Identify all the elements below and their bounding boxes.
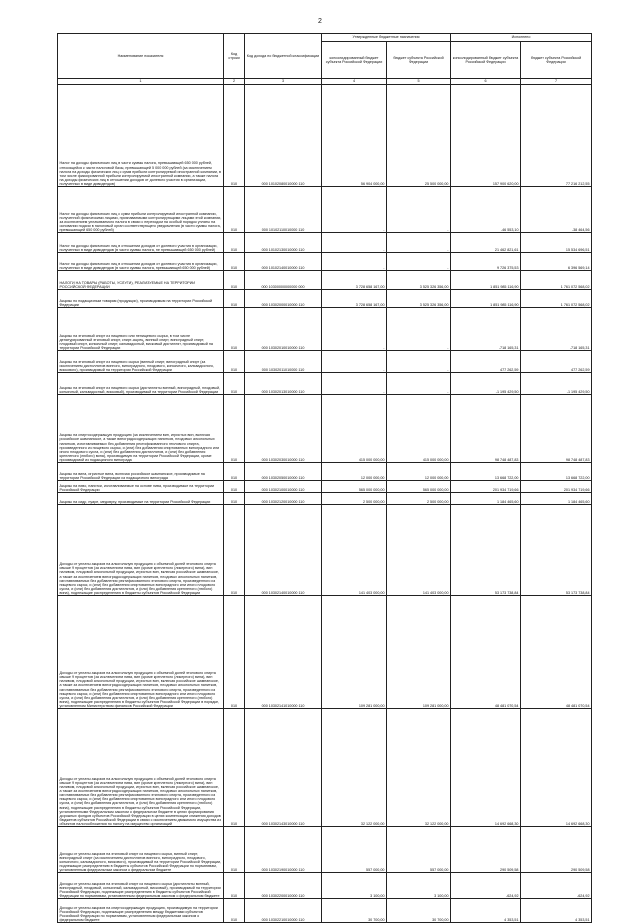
row-name: Налог на доходы физических лиц в отношении доходов от долевого участия в организации, полученных в виде дивидендов (в части суммы налога, превышающей 650 000 рублей) — [58, 253, 224, 271]
row-plan-regional: 557 000,00 — [387, 827, 451, 873]
row-exec-consolidated: 21 462 821,61 — [451, 233, 521, 253]
row-line-code: 010 — [224, 85, 245, 187]
row-exec-regional: 477 262,59 — [521, 351, 592, 373]
row-budget-code: 000 10302100010000 110 — [245, 481, 322, 493]
table-row — [58, 271, 592, 290]
row-name: Доходы от уплаты акцизов на спиртосодержащую продукцию, производимую на территории Российской Федерации, подлежащие распределению между бюджетами субъектов Российской Федерации по нормативам, установленным федеральным законом о федеральном бюджете — [58, 899, 224, 923]
row-plan-consolidated: - — [322, 308, 387, 351]
row-exec-consolidated: 1 184 465,60 — [451, 493, 521, 505]
row-plan-consolidated: - — [322, 351, 387, 373]
row-exec-regional: 48 481 070,54 — [521, 596, 592, 709]
row-exec-regional: 1 184 465,60 — [521, 493, 592, 505]
row-name: Доходы от уплаты акцизов на алкогольную продукцию с объемной долей этилового спирта свыше 9 процентов (за исключением пива, вин (кроме крепленого (ликерного) вина), вин наливом, плодовой алкогольной продукции, игристых вин, включая российское шампанское, а также за исключением виноградосодержащих напитков, плодовых алкогольных напитков, изготавливаемых без добавления ректификованного этилового спирта, произведенного из пищевого сырья, и (или) без добавления спиртованных виноградного или иного плодового сусла, и (или) без добавления дистиллятов, и (или) без добавления крепленого (любого) вина), подлежащие распределению в бюджеты субъектов Российской Федерации в порядке, установленном Министерством финансов Российской Федерации — [58, 596, 224, 709]
row-exec-regional: 4 353,51 — [521, 899, 592, 923]
row-budget-code: 000 10102130010000 110 — [245, 233, 322, 253]
row-exec-consolidated: 9 726 375,53 — [451, 253, 521, 271]
row-budget-code: 000 10302210010000 110 — [245, 899, 322, 923]
row-line-code: 010 — [224, 351, 245, 373]
row-plan-regional: - — [387, 187, 451, 233]
row-line-code: 010 — [224, 493, 245, 505]
header-exec-consolidated: консолидированный бюджет субъекта Российской Федерации — [451, 42, 521, 79]
row-plan-consolidated: - — [322, 233, 387, 253]
column-number: 6 — [451, 79, 521, 85]
row-plan-consolidated: 557 000,00 — [322, 827, 387, 873]
table-row — [58, 873, 592, 899]
column-number: 5 — [387, 79, 451, 85]
row-name: Налог на доходы физических лиц в отношении доходов от долевого участия в организации, полученных в виде дивидендов (в части суммы налога, не превышающей 650 000 рублей) — [58, 233, 224, 253]
row-line-code: 010 — [224, 308, 245, 351]
row-plan-regional: 3 525 326 356,00 — [387, 290, 451, 308]
header-group-executed: Исполнено — [451, 34, 592, 42]
header-exec-regional: бюджет субъекта Российской Федерации — [521, 42, 592, 79]
row-line-code: 010 — [224, 373, 245, 395]
row-exec-consolidated: 1 851 985 116,90 — [451, 271, 521, 290]
row-name: Акцизы на спиртосодержащую продукцию (за исключением вин, игристых вин, включая российское шампанское, а также виноградосодержащих напитков, плодовых алкогольных напитков, изготавливаемых без добавления ректификованного этилового спирта, произведенного из пищевого сырья, и (или) без добавления спиртованных виноградного или иного плодового сусла, и (или) без добавления дистиллятов, и (или) без добавления крепленого (любого) вина), производимую на территории Российской Федерации, кроме производимой из подакцизного винограда — [58, 395, 224, 463]
row-budget-code: 000 10302030010000 110 — [245, 395, 322, 463]
row-exec-consolidated: 201 934 719,66 — [451, 481, 521, 493]
table-row — [58, 709, 592, 827]
row-plan-regional: 32 122 000,00 — [387, 709, 451, 827]
row-exec-regional: 77 216 212,55 — [521, 85, 592, 187]
row-plan-regional: - — [387, 308, 451, 351]
row-plan-consolidated: 30 700,00 — [322, 899, 387, 923]
row-line-code: 010 — [224, 187, 245, 233]
row-name: Акцизы на пиво, напитки, изготавливаемые на основе пива, производимые на территории Российской Федерации — [58, 481, 224, 493]
table-row — [58, 463, 592, 481]
column-number: 4 — [322, 79, 387, 85]
header-plan-consolidated: консолидированный бюджет субъекта Российской Федерации — [322, 42, 387, 79]
row-line-code: 010 — [224, 827, 245, 873]
row-exec-regional: -624,92 — [521, 873, 592, 899]
row-exec-regional: 14 692 668,30 — [521, 709, 592, 827]
row-exec-regional: 13 668 722,00 — [521, 463, 592, 481]
table-row — [58, 308, 592, 351]
row-budget-code: 000 10300000000000 000 — [245, 271, 322, 290]
header-plan-regional: бюджет субъекта Российской Федерации — [387, 42, 451, 79]
row-exec-consolidated: 1 851 985 116,90 — [451, 290, 521, 308]
column-number: 1 — [58, 79, 224, 85]
row-line-code: 010 — [224, 481, 245, 493]
table-row — [58, 505, 592, 596]
row-plan-consolidated: 32 122 000,00 — [322, 709, 387, 827]
row-plan-regional: 3 100,00 — [387, 873, 451, 899]
table-row — [58, 596, 592, 709]
column-number: 3 — [245, 79, 322, 85]
row-plan-regional: 3 525 326 356,00 — [387, 271, 451, 290]
row-name: Доходы от уплаты акцизов на этиловый спирт из пищевого сырья, винный спирт, виноградный спирт (за исключением дистиллятов винного, виноградного, плодового, коньячного, кальвадосного, вискового), производимый на территории Российской Федерации, подлежащие распределению в бюджеты субъектов Российской Федерации по нормативам, установленным федеральным законом о федеральном бюджете — [58, 827, 224, 873]
row-line-code: 010 — [224, 253, 245, 271]
column-number: 2 — [224, 79, 245, 85]
row-plan-regional: - — [387, 233, 451, 253]
row-plan-consolidated: 3 100,00 — [322, 873, 387, 899]
row-exec-regional: 98 748 487,83 — [521, 395, 592, 463]
table-row — [58, 85, 592, 187]
table-row — [58, 351, 592, 373]
table-row — [58, 233, 592, 253]
row-budget-code: 000 10302140010000 110 — [245, 505, 322, 596]
row-plan-regional: - — [387, 351, 451, 373]
row-plan-consolidated: 109 281 000,00 — [322, 596, 387, 709]
row-line-code: 010 — [224, 271, 245, 290]
row-plan-regional: 25 500 000,00 — [387, 85, 451, 187]
row-exec-consolidated: 48 481 070,54 — [451, 596, 521, 709]
row-exec-consolidated: 477 262,59 — [451, 351, 521, 373]
row-plan-consolidated: 3 728 658 167,00 — [322, 290, 387, 308]
row-exec-regional: 15 534 696,51 — [521, 233, 592, 253]
row-exec-consolidated: 290 509,58 — [451, 827, 521, 873]
row-plan-consolidated: 56 904 000,00 — [322, 85, 387, 187]
row-plan-regional: 12 000 000,00 — [387, 463, 451, 481]
row-exec-regional: 201 934 719,66 — [521, 481, 592, 493]
table-row — [58, 395, 592, 463]
row-plan-consolidated: 565 000 000,00 — [322, 481, 387, 493]
table-row — [58, 187, 592, 233]
row-budget-code: 000 10102080010000 110 — [245, 85, 322, 187]
row-line-code: 010 — [224, 505, 245, 596]
row-exec-regional: 1 761 072 568,02 — [521, 290, 592, 308]
row-plan-regional: - — [387, 373, 451, 395]
row-exec-consolidated: 98 748 487,83 — [451, 395, 521, 463]
table-row — [58, 481, 592, 493]
row-budget-code: 000 10302011010000 110 — [245, 351, 322, 373]
table-row — [58, 493, 592, 505]
row-exec-consolidated: 53 173 738,84 — [451, 505, 521, 596]
row-exec-regional: -718 165,31 — [521, 308, 592, 351]
row-name: Акцизы по подакцизным товарам (продукции), производимым на территории Российской Федерации — [58, 290, 224, 308]
row-plan-consolidated: 141 403 000,00 — [322, 505, 387, 596]
row-exec-regional: -1 195 429,50 — [521, 373, 592, 395]
row-exec-regional: 6 396 569,14 — [521, 253, 592, 271]
row-budget-code: 000 10102140010000 110 — [245, 253, 322, 271]
row-name: Доходы от уплаты акцизов на алкогольную продукцию с объемной долей этилового спирта свыше 9 процентов (за исключением пива, вин (кроме крепленого (ликерного) вина), вин наливом, плодовой алкогольной продукции, игристых вин, включая российское шампанское, а также за исключением виноградосодержащих напитков, плодовых алкогольных напитков, изготавливаемых без добавления ректификованного этилового спирта, произведенного из пищевого сырья, и (или) без добавления спиртованных виноградного или иного плодового сусла, и (или) без добавления дистиллятов, и (или) без добавления крепленого (любого) вина), подлежащие распределению в бюджеты субъектов Российской Федерации, установленными Федеральным законом о федеральном бюджете в целях формирования дорожных фондов субъектов Российской Федерации в целях компенсации снижения доходов бюджетов субъектов Российской Федерации в связи с исключением движимого имущества из объектов налогообложения по налогу на имущество организаций — [58, 709, 224, 827]
row-name: Доходы от уплаты акцизов на алкогольную продукцию с объемной долей этилового спирта свыше 9 процентов (за исключением пива, вин (кроме крепленого (ликерного) вина), вин наливом, плодовой алкогольной продукции, игристых вин, включая российское шампанское, а также за исключением виноградосодержащих напитков, плодовых алкогольных напитков, изготавливаемых без добавления ректификованного этилового спирта, произведенного из пищевого сырья, и (или) без добавления спиртованных виноградного или иного плодового сусла, и (или) без добавления дистиллятов, и (или) без добавления крепленого (любого) вина), подлежащие распределению в бюджеты субъектов Российской Федерации — [58, 505, 224, 596]
row-budget-code: 000 10302143010000 110 — [245, 709, 322, 827]
row-plan-consolidated: 3 728 658 167,00 — [322, 271, 387, 290]
row-name: НАЛОГИ НА ТОВАРЫ (РАБОТЫ, УСЛУГИ), РЕАЛИЗУЕМЫЕ НА ТЕРРИТОРИИ РОССИЙСКОЙ ФЕДЕРАЦИИ — [58, 271, 224, 290]
row-budget-code: 000 10302013010000 110 — [245, 373, 322, 395]
row-exec-consolidated: -46 553,10 — [451, 187, 521, 233]
table-row — [58, 899, 592, 923]
row-plan-regional: 141 403 000,00 — [387, 505, 451, 596]
row-line-code: 010 — [224, 873, 245, 899]
row-budget-code: 000 10302190010000 110 — [245, 827, 322, 873]
row-plan-regional: 30 700,00 — [387, 899, 451, 923]
row-line-code: 010 — [224, 290, 245, 308]
row-budget-code: 000 10102110010000 110 — [245, 187, 322, 233]
row-budget-code: 000 10302050010000 110 — [245, 463, 322, 481]
table-row — [58, 290, 592, 308]
header-budget-code: Код дохода по бюджетной классификации — [245, 34, 322, 79]
row-budget-code: 000 10302000010000 110 — [245, 290, 322, 308]
row-exec-consolidated: -1 195 429,50 — [451, 373, 521, 395]
row-name: Доходы от уплаты акцизов на этиловый спирт из пищевого сырья (дистилляты винный, виноградный, плодовый, коньячный, кальвадосный, висковый), производимый на территории Российской Федерации, подлежащие распределению в бюджеты субъектов Российской Федерации по нормативам, установленным федеральным законом о федеральном бюджете — [58, 873, 224, 899]
row-plan-consolidated: - — [322, 253, 387, 271]
header-name: Наименование показателя — [58, 34, 224, 79]
table-row — [58, 827, 592, 873]
row-plan-regional: - — [387, 253, 451, 271]
row-name: Налог на доходы физических лиц с сумм прибыли контролируемой иностранной компании, полученной физическими лицами, признаваемыми контролирующими лицами этой компании, за исключением уплачиваемого налога в связи с переходом на особый порядок уплаты на основании подачи в налоговый орган соответствующего уведомления (в части суммы налога, превышающей 650 000 рублей) — [58, 187, 224, 233]
page-number: 2 — [318, 18, 322, 25]
row-name: Акцизы на вина, игристые вина, включая российское шампанское, производимые на территории Российской Федерации из подакцизного винограда — [58, 463, 224, 481]
column-number: 7 — [521, 79, 592, 85]
row-name: Налог на доходы физических лиц в части суммы налога, превышающей 650 000 рублей, относящейся к части налоговой базы, превышающей 5 000 000 рублей (за исключением налога на доходы физических лиц с сумм прибыли контролируемой иностранной компании, в том числе фиксированной прибыли контролируемой иностранной компании, а также налога на доходы физических лиц в отношении доходов от долевого участия в организации, полученных в виде дивидендов) — [58, 85, 224, 187]
row-budget-code: 000 10302200010000 110 — [245, 873, 322, 899]
row-exec-regional: -38 464,56 — [521, 187, 592, 233]
row-line-code: 010 — [224, 233, 245, 253]
row-plan-regional: 109 281 000,00 — [387, 596, 451, 709]
row-plan-consolidated: - — [322, 187, 387, 233]
row-budget-code: 000 10302120010000 110 — [245, 493, 322, 505]
header-group-approved: Утвержденные бюджетные назначения — [322, 34, 451, 42]
row-exec-regional: 1 761 072 568,02 — [521, 271, 592, 290]
row-plan-regional: 2 500 000,00 — [387, 493, 451, 505]
revenue-table — [57, 33, 592, 923]
row-exec-consolidated: 13 668 722,00 — [451, 463, 521, 481]
row-exec-regional: 53 173 738,84 — [521, 505, 592, 596]
row-exec-regional: 290 509,58 — [521, 827, 592, 873]
header-line-code: Код строки — [224, 34, 245, 79]
row-exec-consolidated: 14 692 668,30 — [451, 709, 521, 827]
row-exec-consolidated: 4 353,51 — [451, 899, 521, 923]
row-line-code: 010 — [224, 596, 245, 709]
row-plan-consolidated: 12 000 000,00 — [322, 463, 387, 481]
row-name: Акцизы на этиловый спирт из пищевого сырья (дистилляты винный, виноградный, плодовый, коньячный, кальвадосный, висковый), производимый на территории Российской Федерации — [58, 373, 224, 395]
row-line-code: 010 — [224, 463, 245, 481]
row-line-code: 010 — [224, 395, 245, 463]
table-row — [58, 253, 592, 271]
row-plan-consolidated: - — [322, 373, 387, 395]
row-plan-consolidated: 2 500 000,00 — [322, 493, 387, 505]
row-name: Акцизы на этиловый спирт из пищевого или непищевого сырья, в том числе денатурированный этиловый спирт, спирт-сырец, винный спирт, виноградный спирт, плодовый спирт, коньячный спирт, кальвадосный, висковый дистиллят, производимый на территории Российской Федерации — [58, 308, 224, 351]
row-plan-consolidated: 415 000 000,00 — [322, 395, 387, 463]
row-line-code: 010 — [224, 709, 245, 827]
row-plan-regional: 415 000 000,00 — [387, 395, 451, 463]
row-plan-regional: 565 000 000,00 — [387, 481, 451, 493]
row-name: Акцизы на сидр, пуаре, медовуху, производимые на территории Российской Федерации — [58, 493, 224, 505]
row-exec-consolidated: -624,92 — [451, 873, 521, 899]
row-budget-code: 000 10302141010000 110 — [245, 596, 322, 709]
table-row — [58, 373, 592, 395]
row-budget-code: 000 10302010010000 110 — [245, 308, 322, 351]
row-exec-consolidated: 157 900 620,00 — [451, 85, 521, 187]
row-exec-consolidated: -718 165,31 — [451, 308, 521, 351]
row-line-code: 010 — [224, 899, 245, 923]
row-name: Акцизы на этиловый спирт из пищевого сырья (винный спирт, виноградный спирт (за исключением дистиллятов винного, виноградного, плодового, коньячного, кальвадосного, вискового), производимый на территории Российской Федерации — [58, 351, 224, 373]
